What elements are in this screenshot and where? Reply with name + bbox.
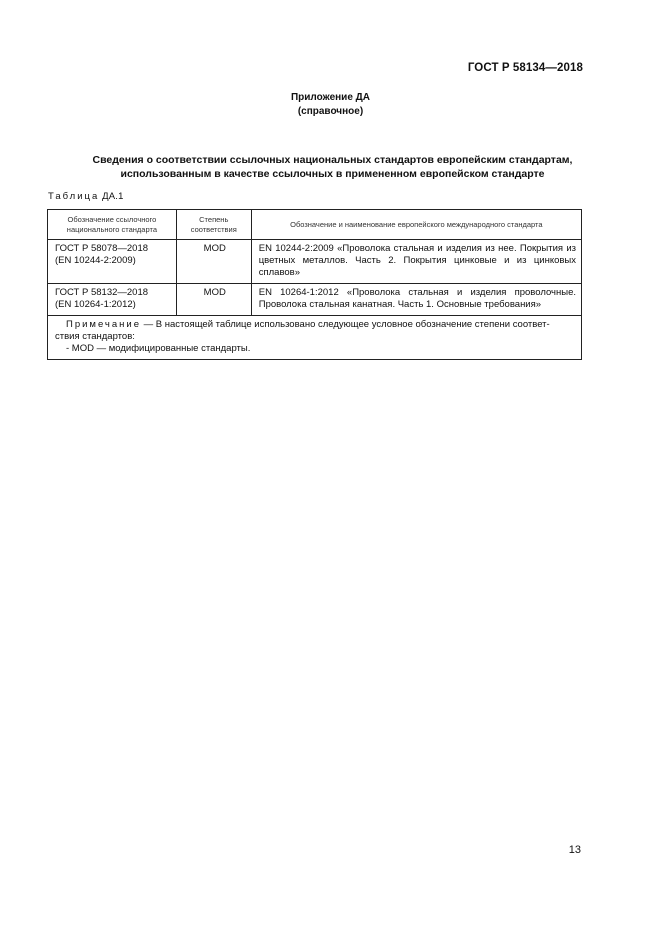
note-line: [55, 319, 576, 331]
document-code: ГОСТ Р 58134—2018: [467, 62, 583, 74]
note-label: Примечание: [66, 319, 141, 330]
national-standard-equivalent: (EN 10244-2:2009): [55, 255, 136, 266]
national-standard-equivalent: (EN 10264-1:2012): [55, 299, 136, 310]
european-standard-cell: EN 10264-1:2012 «Проволока стальная и изделия проволочные. Проволока стальная канатная. Часть 1. Основные требования»: [251, 284, 581, 316]
degree-cell: MOD: [176, 240, 251, 284]
table-caption-number: ДА.1: [102, 191, 124, 202]
standards-table: [47, 209, 582, 360]
table-note: [48, 316, 582, 360]
column-header-line: Обозначение ссылочного: [67, 214, 157, 224]
column-header-degree: [176, 210, 251, 240]
note-text: — В настоящей таблице использовано следующее условное обозначение степени соответ-: [141, 319, 550, 330]
appendix-subtitle: (справочное): [297, 106, 364, 117]
page-number: 13: [568, 844, 581, 856]
section-title-line: использованным в качестве ссылочных в примененном европейском стандарте: [120, 168, 545, 180]
table-row: [48, 284, 582, 316]
appendix-heading: [0, 91, 661, 119]
european-standard-cell: EN 10244-2:2009 «Проволока стальная и изделия из нее. Покрытия из цветных металлов. Часть 2. Покрытия цинковые и из цинковых сплавов»: [251, 240, 581, 284]
note-line: ствия стандартов:: [55, 331, 135, 342]
column-header-national: [48, 210, 177, 240]
table-header-row: [48, 210, 582, 240]
table-row: [48, 240, 582, 284]
column-header-line: Степень: [199, 214, 229, 224]
national-standard-cell: [48, 284, 177, 316]
section-title-line: Сведения о соответствии ссылочных национальных стандартов европейским стандартам,: [92, 154, 573, 166]
national-standard-code: ГОСТ Р 58078—2018: [55, 243, 149, 254]
degree-cell: MOD: [176, 284, 251, 316]
column-header-line: соответствия: [190, 224, 237, 234]
appendix-title: Приложение ДА: [290, 92, 371, 103]
note-line: - MOD — модифицированные стандарты.: [66, 343, 251, 354]
table-caption-word: Таблица: [48, 191, 100, 202]
column-header-european: [251, 210, 581, 240]
national-standard-code: ГОСТ Р 58132—2018: [55, 287, 149, 298]
table-note-row: [48, 316, 582, 360]
table-caption: [48, 191, 124, 202]
national-standard-cell: [48, 240, 177, 284]
section-title: [40, 153, 625, 181]
column-header-line: Обозначение и наименование европейского международного стандарта: [290, 219, 543, 229]
column-header-line: национального стандарта: [66, 224, 157, 234]
